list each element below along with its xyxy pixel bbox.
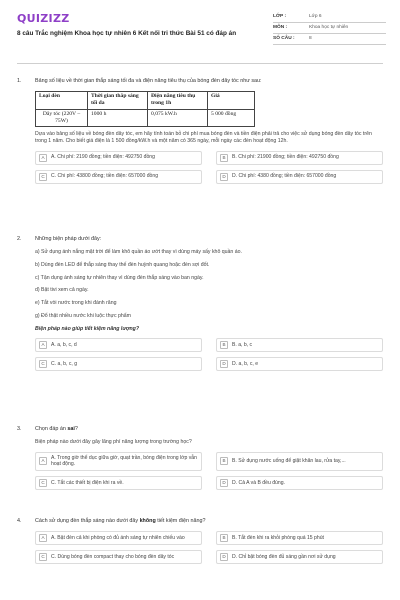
option-letter: A: [39, 154, 47, 162]
option-d[interactable]: [216, 476, 383, 490]
statement: c) Tận dụng ánh sáng tự nhiên thay vì dùng đèn thắp sáng vào ban ngày.: [35, 274, 204, 281]
option-a[interactable]: [35, 531, 202, 545]
option-text: B. Chi phí: 21900 đồng; tiền điện: 492750 đồng: [232, 154, 339, 161]
option-letter: A: [39, 457, 47, 465]
table-cell: 1000 h: [88, 109, 148, 127]
table-row: [36, 109, 255, 127]
option-letter: D: [220, 553, 228, 561]
option-c[interactable]: [35, 476, 202, 490]
option-text: C. a, b, c, g: [51, 360, 78, 367]
option-d[interactable]: [216, 550, 383, 564]
meta-row-count: [273, 34, 386, 45]
table-header-row: [36, 92, 255, 110]
option-letter: B: [220, 534, 228, 542]
option-text: A. Bật đèn cả khi phòng có đủ ánh sáng tự nhiên chiếu vào: [51, 534, 185, 541]
table-header-cell: Loại đèn: [36, 92, 88, 110]
option-letter: D: [220, 360, 228, 368]
question-body: [35, 78, 383, 184]
option-b[interactable]: [216, 338, 383, 352]
option-a[interactable]: [35, 338, 202, 352]
option-a[interactable]: [35, 151, 202, 165]
question-body: [35, 426, 383, 490]
table-header-cell: Giá: [208, 92, 255, 110]
meta-value: 8: [309, 35, 312, 41]
table-cell: 5 000 đồng: [208, 109, 255, 127]
option-letter: B: [220, 154, 228, 162]
option-c[interactable]: [35, 550, 202, 564]
meta-value: Khoa học tự nhiên: [309, 24, 349, 30]
options-grid: [35, 151, 383, 184]
option-letter: B: [220, 341, 228, 349]
sub-question: Biện pháp nào giúp tiết kiệm năng lượng?: [35, 325, 140, 332]
option-letter: C: [39, 173, 47, 181]
logo-text: QUIZIZZ: [17, 11, 70, 25]
table-header-cell: Điện năng tiêu thụ trong 1h: [148, 92, 208, 110]
option-d[interactable]: [216, 170, 383, 184]
question-text: Những biện pháp dưới đây:: [35, 236, 102, 242]
statement: g) Đổ thật nhiều nước khi luộc thực phẩm: [35, 312, 131, 319]
option-text: B. Sử dụng nước uống để giặt khăn lau, rửa tay,...: [232, 458, 346, 465]
option-letter: A: [39, 534, 47, 542]
option-text: A. a, b, c, d: [51, 341, 77, 348]
option-letter: B: [220, 457, 228, 465]
meta-key: SỐ CÂU :: [273, 35, 295, 41]
question-text-part: Cách sử dụng đèn thắp sáng nào dưới đây: [35, 518, 140, 524]
options-grid: [35, 452, 383, 490]
options-grid: [35, 531, 383, 564]
statement: b) Dùng đèn LED để thắp sáng thay thế đèn huỳnh quang hoặc đèn sợi đốt.: [35, 261, 210, 268]
statement: a) Sử dụng ánh nắng mặt trời để làm khô quần áo ướt thay vì dùng máy sấy khô quần áo.: [35, 249, 242, 256]
option-letter: C: [39, 479, 47, 487]
option-letter: D: [220, 479, 228, 487]
options-grid: [35, 338, 383, 371]
meta-key: LỚP :: [273, 13, 287, 19]
question-subtext: Biện pháp nào dưới đây gây lãng phí năng lượng trong trường học?: [35, 439, 192, 446]
option-text: D. Chi phí: 4380 đồng; tiền điện: 657000 đồng: [232, 173, 337, 180]
question-note: Dựa vào bảng số liệu về bóng đèn dây tóc, em hãy tính toán bỏ chi phí mua bóng đèn và tiền điện phải trả cho việc sử dụng bóng đèn dây tóc trên trong 1 năm. Cho biết giá điện là 1 500 đồng/kW.h và một năm có 365 ngày, mỗi ngày các đèn hoạt động 12h.: [35, 131, 372, 144]
option-letter: C: [39, 360, 47, 368]
question-number: 1.: [17, 78, 22, 84]
option-text: C. Dùng bóng đèn compact thay cho bóng đèn dây tóc: [51, 553, 175, 560]
option-text: A. Trong giờ thể dục giữa giờ, quạt trần, bóng điện trong lớp vẫn hoạt động.: [51, 454, 197, 468]
option-text: D. Cả A và B đều đúng.: [232, 479, 285, 486]
option-c[interactable]: [35, 357, 202, 371]
meta-row-grade: [273, 12, 386, 23]
option-letter: C: [39, 553, 47, 561]
question-number: 3.: [17, 426, 22, 432]
option-b[interactable]: [216, 151, 383, 165]
option-c[interactable]: [35, 170, 202, 184]
option-text: C. Tắt các thiết bị điện khi ra về.: [51, 479, 124, 486]
table-cell: Dây tóc (220V – 75W): [36, 109, 88, 127]
document-title: 8 câu Trắc nghiệm Khoa học tự nhiên 6 Kết nối tri thức Bài 51 có đáp án: [17, 30, 237, 37]
data-table: [35, 91, 255, 127]
question-body: [35, 236, 383, 371]
meta-value: Lớp 6: [309, 13, 322, 19]
option-b[interactable]: [216, 531, 383, 545]
option-text: D. a, b, c, e: [232, 360, 259, 367]
header-divider: [17, 63, 383, 64]
statement: e) Tắt vòi nước trong khi đánh răng: [35, 300, 117, 307]
question-text-part: Chọn đáp án: [35, 426, 68, 432]
question-text-emphasis: không: [139, 518, 156, 524]
question-number: 2.: [17, 236, 22, 242]
question-text-part: tiết kiệm điện năng?: [155, 518, 206, 524]
question-text: [35, 426, 383, 433]
option-text: A. Chi phí: 2190 đồng; tiền điện: 492750 đồng: [51, 154, 155, 161]
option-letter: A: [39, 341, 47, 349]
option-a[interactable]: [35, 452, 202, 471]
meta-block: [273, 12, 386, 45]
quizizz-logo: [17, 12, 87, 26]
question-text: Bảng số liệu về thời gian thắp sáng tối đa và điện năng tiêu thụ của bóng đèn dây tóc như sau:: [35, 78, 262, 84]
question-number: 4.: [17, 518, 22, 524]
option-d[interactable]: [216, 357, 383, 371]
meta-row-subject: [273, 23, 386, 34]
table-header-cell: Thời gian thắp sáng tối đa: [88, 92, 148, 110]
question-text: [35, 518, 383, 525]
statement: d) Bật tivi xem cả ngày.: [35, 287, 89, 294]
meta-key: MÔN :: [273, 24, 288, 30]
option-text: C. Chi phí: 43800 đồng; tiền điện: 657000 đồng: [51, 173, 159, 180]
option-text: B. a, b, c: [232, 341, 253, 348]
option-text: D. Chỉ bật bóng đèn đủ sáng gần nơi sử dụng: [232, 553, 336, 560]
table-cell: 0,075 kW.h: [148, 109, 208, 127]
option-text: B. Tắt đèn khi ra khỏi phòng quá 15 phút: [232, 534, 324, 541]
option-b[interactable]: [216, 452, 383, 471]
question-text-part: ?: [74, 426, 78, 432]
question-text-emphasis: sai: [67, 426, 75, 432]
question-body: [35, 518, 383, 564]
option-letter: D: [220, 173, 228, 181]
